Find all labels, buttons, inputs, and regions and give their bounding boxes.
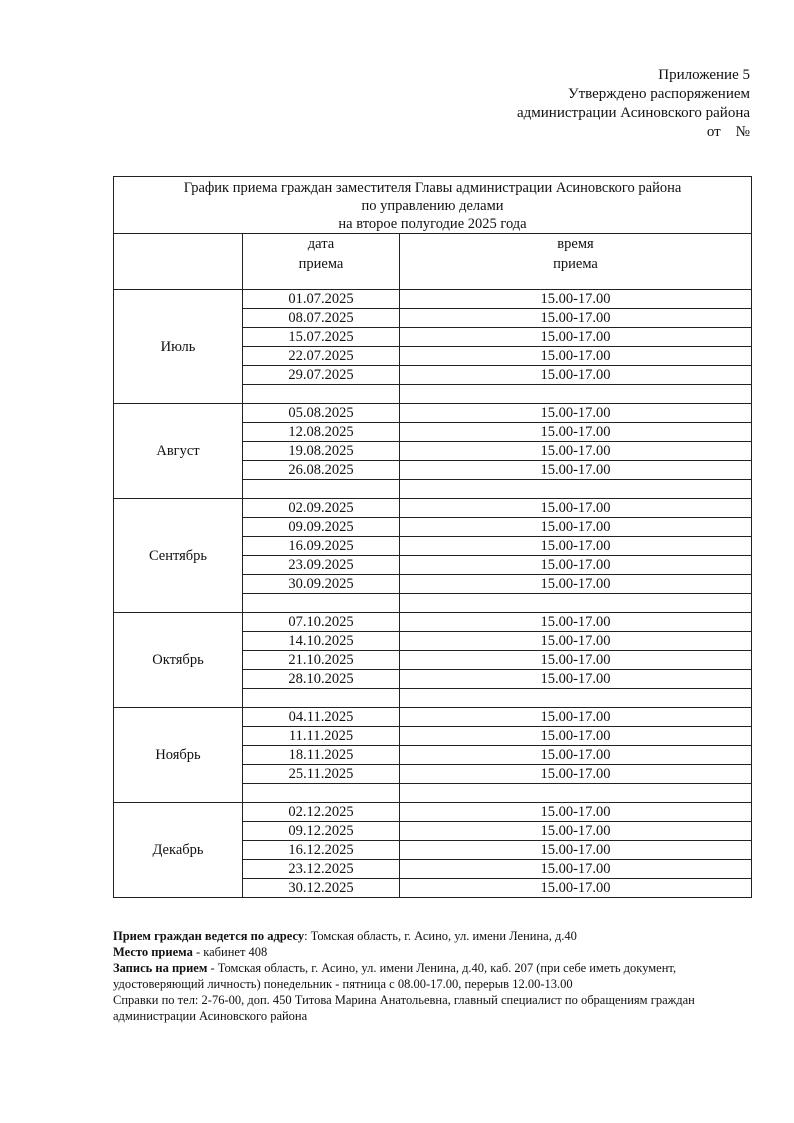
address-label: Прием граждан ведется по адресу <box>113 929 305 943</box>
address-note <box>113 928 753 944</box>
time-cell: 15.00-17.00 <box>400 366 752 385</box>
time-cell: 15.00-17.00 <box>400 670 752 689</box>
address-value: : Томская область, г. Асино, ул. имени Ленина, д.40 <box>304 929 577 943</box>
table-row <box>114 499 752 518</box>
date-cell: 16.12.2025 <box>243 841 400 860</box>
time-cell: 15.00-17.00 <box>400 556 752 575</box>
approval-header <box>517 66 750 142</box>
date-cell: 26.08.2025 <box>243 461 400 480</box>
info-note-line-2: администрации Асиновского района <box>113 1009 308 1023</box>
time-cell: 15.00-17.00 <box>400 727 752 746</box>
month-cell: Ноябрь <box>114 708 243 803</box>
date-cell: 16.09.2025 <box>243 537 400 556</box>
date-cell: 05.08.2025 <box>243 404 400 423</box>
title-line-2: по управлению делами <box>361 198 504 214</box>
time-header-line-2: приема <box>553 256 598 272</box>
month-cell: Декабрь <box>114 803 243 898</box>
date-cell: 09.09.2025 <box>243 518 400 537</box>
approval-date-number: от № <box>706 124 750 140</box>
date-cell: 02.12.2025 <box>243 803 400 822</box>
date-cell: 25.11.2025 <box>243 765 400 784</box>
time-cell: 15.00-17.00 <box>400 518 752 537</box>
time-cell: 15.00-17.00 <box>400 328 752 347</box>
place-label: Место приема <box>113 945 193 959</box>
column-header-row <box>114 234 752 290</box>
table-row <box>114 404 752 423</box>
month-cell: Сентябрь <box>114 499 243 613</box>
time-cell: 15.00-17.00 <box>400 461 752 480</box>
table-row <box>114 708 752 727</box>
date-cell: 18.11.2025 <box>243 746 400 765</box>
date-cell: 29.07.2025 <box>243 366 400 385</box>
date-cell: 30.09.2025 <box>243 575 400 594</box>
date-cell: 15.07.2025 <box>243 328 400 347</box>
date-cell: 30.12.2025 <box>243 879 400 898</box>
time-cell: 15.00-17.00 <box>400 309 752 328</box>
blank-time-cell <box>400 385 752 404</box>
date-cell: 22.07.2025 <box>243 347 400 366</box>
blank-time-cell <box>400 480 752 499</box>
time-cell: 15.00-17.00 <box>400 613 752 632</box>
date-cell: 08.07.2025 <box>243 309 400 328</box>
table-row <box>114 613 752 632</box>
time-cell: 15.00-17.00 <box>400 822 752 841</box>
date-cell: 07.10.2025 <box>243 613 400 632</box>
blank-time-cell <box>400 784 752 803</box>
blank-date-cell <box>243 784 400 803</box>
time-cell: 15.00-17.00 <box>400 632 752 651</box>
time-cell: 15.00-17.00 <box>400 841 752 860</box>
date-cell: 04.11.2025 <box>243 708 400 727</box>
time-cell: 15.00-17.00 <box>400 765 752 784</box>
time-cell: 15.00-17.00 <box>400 537 752 556</box>
time-cell: 15.00-17.00 <box>400 803 752 822</box>
appendix-number: Приложение 5 <box>658 67 750 83</box>
time-header-line-1: время <box>557 236 594 252</box>
date-column-header <box>243 234 400 290</box>
date-cell: 01.07.2025 <box>243 290 400 309</box>
time-cell: 15.00-17.00 <box>400 708 752 727</box>
footer-notes <box>113 928 753 1024</box>
title-line-1: График приема граждан заместителя Главы администрации Асиновского района <box>183 180 682 196</box>
signup-value: - Томская область, г. Асино, ул. имени Ленина, д.40, каб. 207 (при себе иметь документ, удостоверяющий личность) понедельник - пятница с 08.00-17.00, перерыв 12.00-13.00 <box>113 961 677 991</box>
blank-date-cell <box>243 689 400 708</box>
title-line-3: на второе полугодие 2025 года <box>338 216 527 232</box>
date-cell: 14.10.2025 <box>243 632 400 651</box>
blank-time-cell <box>400 594 752 613</box>
time-column-header <box>400 234 752 290</box>
approval-authority: администрации Асиновского района <box>517 105 750 121</box>
month-cell: Октябрь <box>114 613 243 708</box>
time-cell: 15.00-17.00 <box>400 575 752 594</box>
date-header-line-2: приема <box>298 256 344 272</box>
signup-label: Запись на прием <box>113 961 208 975</box>
place-note <box>113 944 753 960</box>
time-cell: 15.00-17.00 <box>400 442 752 461</box>
info-note-line-1: Справки по тел: 2-76-00, доп. 450 Титова Марина Анатольевна, главный специалист по обращениям граждан <box>113 993 695 1007</box>
month-cell: Июль <box>114 290 243 404</box>
time-cell: 15.00-17.00 <box>400 290 752 309</box>
signup-note <box>113 960 753 992</box>
time-cell: 15.00-17.00 <box>400 423 752 442</box>
schedule-table <box>113 176 752 898</box>
time-cell: 15.00-17.00 <box>400 879 752 898</box>
date-header-line-1: дата <box>307 236 335 252</box>
date-cell: 11.11.2025 <box>243 727 400 746</box>
date-cell: 28.10.2025 <box>243 670 400 689</box>
time-cell: 15.00-17.00 <box>400 860 752 879</box>
time-cell: 15.00-17.00 <box>400 746 752 765</box>
month-cell: Август <box>114 404 243 499</box>
place-value: - кабинет 408 <box>192 945 268 959</box>
blank-date-cell <box>243 594 400 613</box>
date-cell: 19.08.2025 <box>243 442 400 461</box>
time-cell: 15.00-17.00 <box>400 347 752 366</box>
table-row <box>114 803 752 822</box>
blank-date-cell <box>243 385 400 404</box>
date-cell: 02.09.2025 <box>243 499 400 518</box>
date-cell: 21.10.2025 <box>243 651 400 670</box>
approval-line: Утверждено распоряжением <box>567 86 750 102</box>
table-row <box>114 290 752 309</box>
table-title-row <box>114 177 752 234</box>
date-cell: 23.09.2025 <box>243 556 400 575</box>
date-cell: 09.12.2025 <box>243 822 400 841</box>
time-cell: 15.00-17.00 <box>400 651 752 670</box>
month-column-header <box>114 234 243 290</box>
blank-time-cell <box>400 689 752 708</box>
time-cell: 15.00-17.00 <box>400 499 752 518</box>
table-title <box>114 177 752 234</box>
blank-date-cell <box>243 480 400 499</box>
date-cell: 12.08.2025 <box>243 423 400 442</box>
date-cell: 23.12.2025 <box>243 860 400 879</box>
time-cell: 15.00-17.00 <box>400 404 752 423</box>
